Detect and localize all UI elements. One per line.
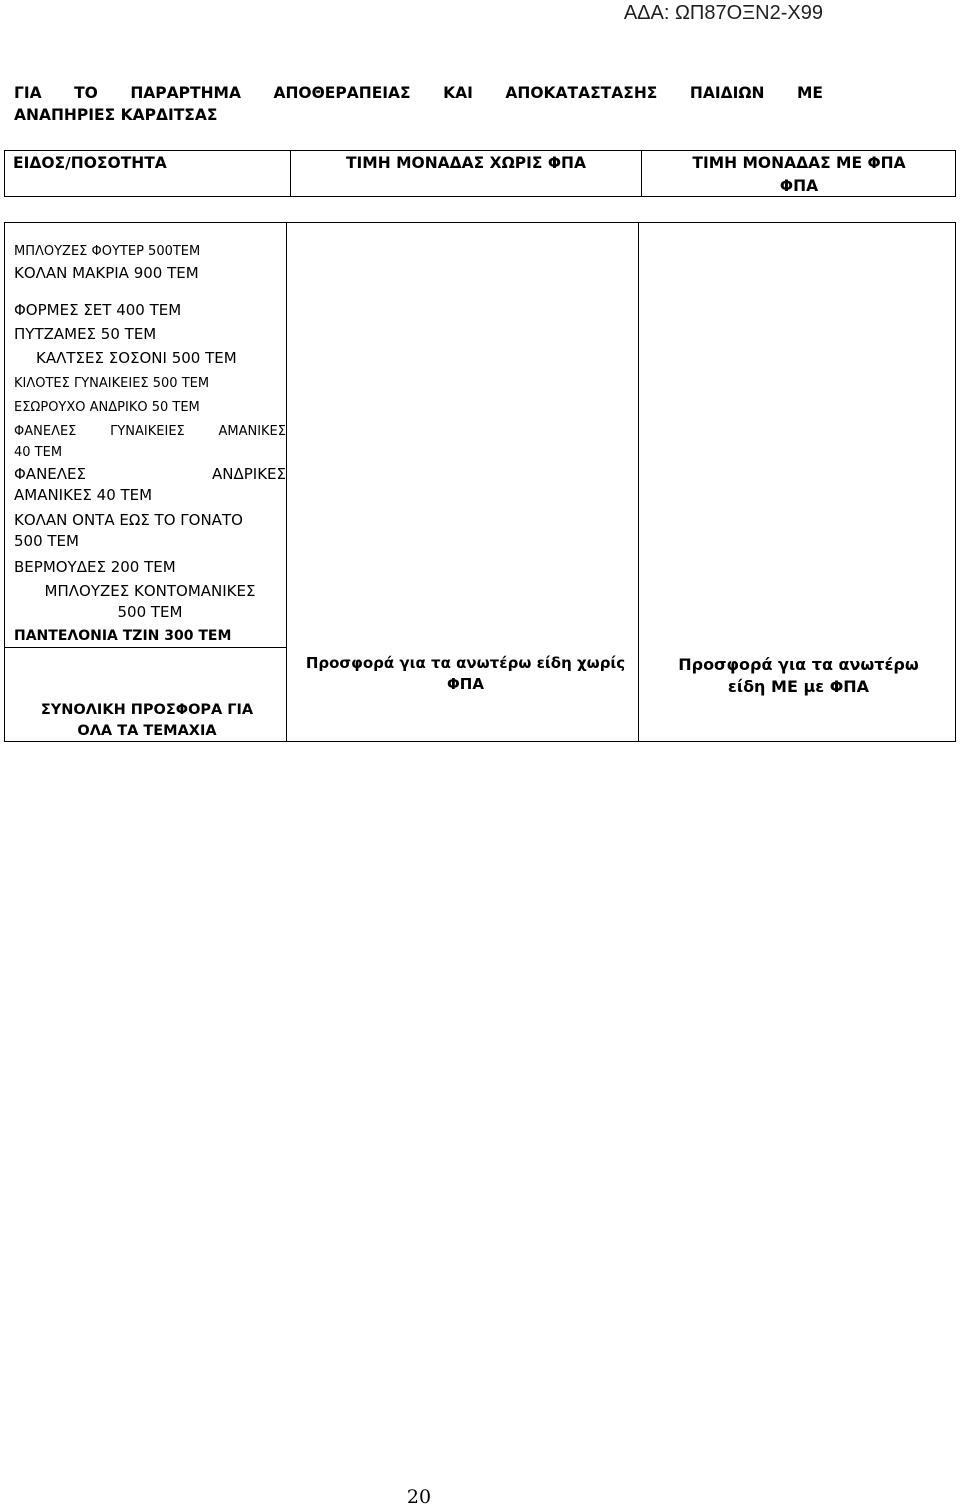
list-item: ΚΟΛΑΝ ΜΑΚΡΙΑ 900 ΤΕΜ [14,264,199,282]
list-item: ΚΟΛΑΝ ΟΝΤΑ ΕΩΣ ΤΟ ΓΟΝΑΤΟ 500 ΤΕΜ [14,511,243,550]
offer-without-vat: Προσφορά για τα ανωτέρω είδη χωρίς ΦΠΑ [305,654,626,693]
title-word: ΑΠΟΚΑΤΑΣΤΑΣΗΣ [505,84,658,102]
list-item: ΚΑΛΤΣΕΣ ΣΟΣΟΝΙ 500 ΤΕΜ [36,349,237,367]
header-unit-price-with-vat [641,151,956,196]
title-line-2: ΑΝΑΠΗΡΙΕΣ ΚΑΡΔΙΤΣΑΣ [14,106,218,124]
header-unit-price-with-vat-line1: ΤΙΜΗ ΜΟΝΑΔΑΣ ΜΕ ΦΠΑ [692,154,906,172]
title-word: ΠΑΙΔΙΩΝ [689,84,765,102]
list-item: ΠΑΝΤΕΛΟΝΙΑ ΤΖΙΝ 300 ΤΕΜ [14,628,232,644]
list-item: ΦΟΡΜΕΣ ΣΕΤ 400 ΤΕΜ [14,301,182,319]
list-item: ΠΥΤΖΑΜΕΣ 50 ΤΕΜ [14,325,157,343]
title-word: ΚΑΙ [443,84,473,102]
title-word: ΤΟ [74,84,98,102]
items-table [4,222,956,742]
header-unit-price-with-vat-line2: ΦΠΑ [779,177,819,195]
title-word: ΜΕ [796,84,823,102]
page-number: 20 [406,1486,432,1508]
list-item: ΦΑΝΕΛΕΣ ΓΥΝΑΙΚΕΙΕΣ ΑΜΑΝΙΚΕΣ 40 ΤΕΜ [14,424,286,460]
title-line-1 [14,82,823,104]
row-divider [5,647,286,648]
list-item: ΚΙΛΟΤΕΣ ΓΥΝΑΙΚΕΙΕΣ 500 ΤΕΜ [14,376,210,391]
list-item: ΦΑΝΕΛΕΣ ΑΝΔΡΙΚΕΣ ΑΜΑΝΙΚΕΣ 40 ΤΕΜ [14,465,286,504]
document-title [14,82,823,126]
title-word: ΓΙΑ [14,84,42,102]
list-item: ΒΕΡΜΟΥΔΕΣ 200 ΤΕΜ [14,558,176,576]
list-item: ΜΠΛΟΥΖΕΣ ΚΟΝΤΟΜΑΝΙΚΕΣ 500 ΤΕΜ [44,582,256,621]
title-word: ΑΠΟΘΕΡΑΠΕΙΑΣ [273,84,411,102]
offer-with-vat: Προσφορά για τα ανωτέρω είδη ΜΕ με ΦΠΑ [678,655,919,696]
header-unit-price-without-vat: ΤΙΜΗ ΜΟΝΑΔΑΣ ΧΩΡΙΣ ΦΠΑ [290,151,641,196]
list-item: ΕΣΩΡΟΥΧΟ ΑΝΔΡΙΚΟ 50 ΤΕΜ [14,400,200,415]
total-offer-label: ΣΥΝΟΛΙΚΗ ΠΡΟΣΦΟΡΑ ΓΙΑ ΟΛΑ ΤΑ ΤΕΜΑΧΙΑ [40,702,254,739]
list-item: ΜΠΛΟΥΖΕΣ ΦΟΥΤΕΡ 500ΤΕΜ [14,244,201,259]
header-table [4,150,956,197]
column-divider [286,223,287,741]
title-word: ΠΑΡΑΡΤΗΜΑ [130,84,241,102]
ada-code: ΑΔΑ: ΩΠ87ΟΞΝ2-Χ99 [623,2,823,24]
header-item-quantity: ΕΙΔΟΣ/ΠΟΣΟΤΗΤΑ [13,154,167,172]
